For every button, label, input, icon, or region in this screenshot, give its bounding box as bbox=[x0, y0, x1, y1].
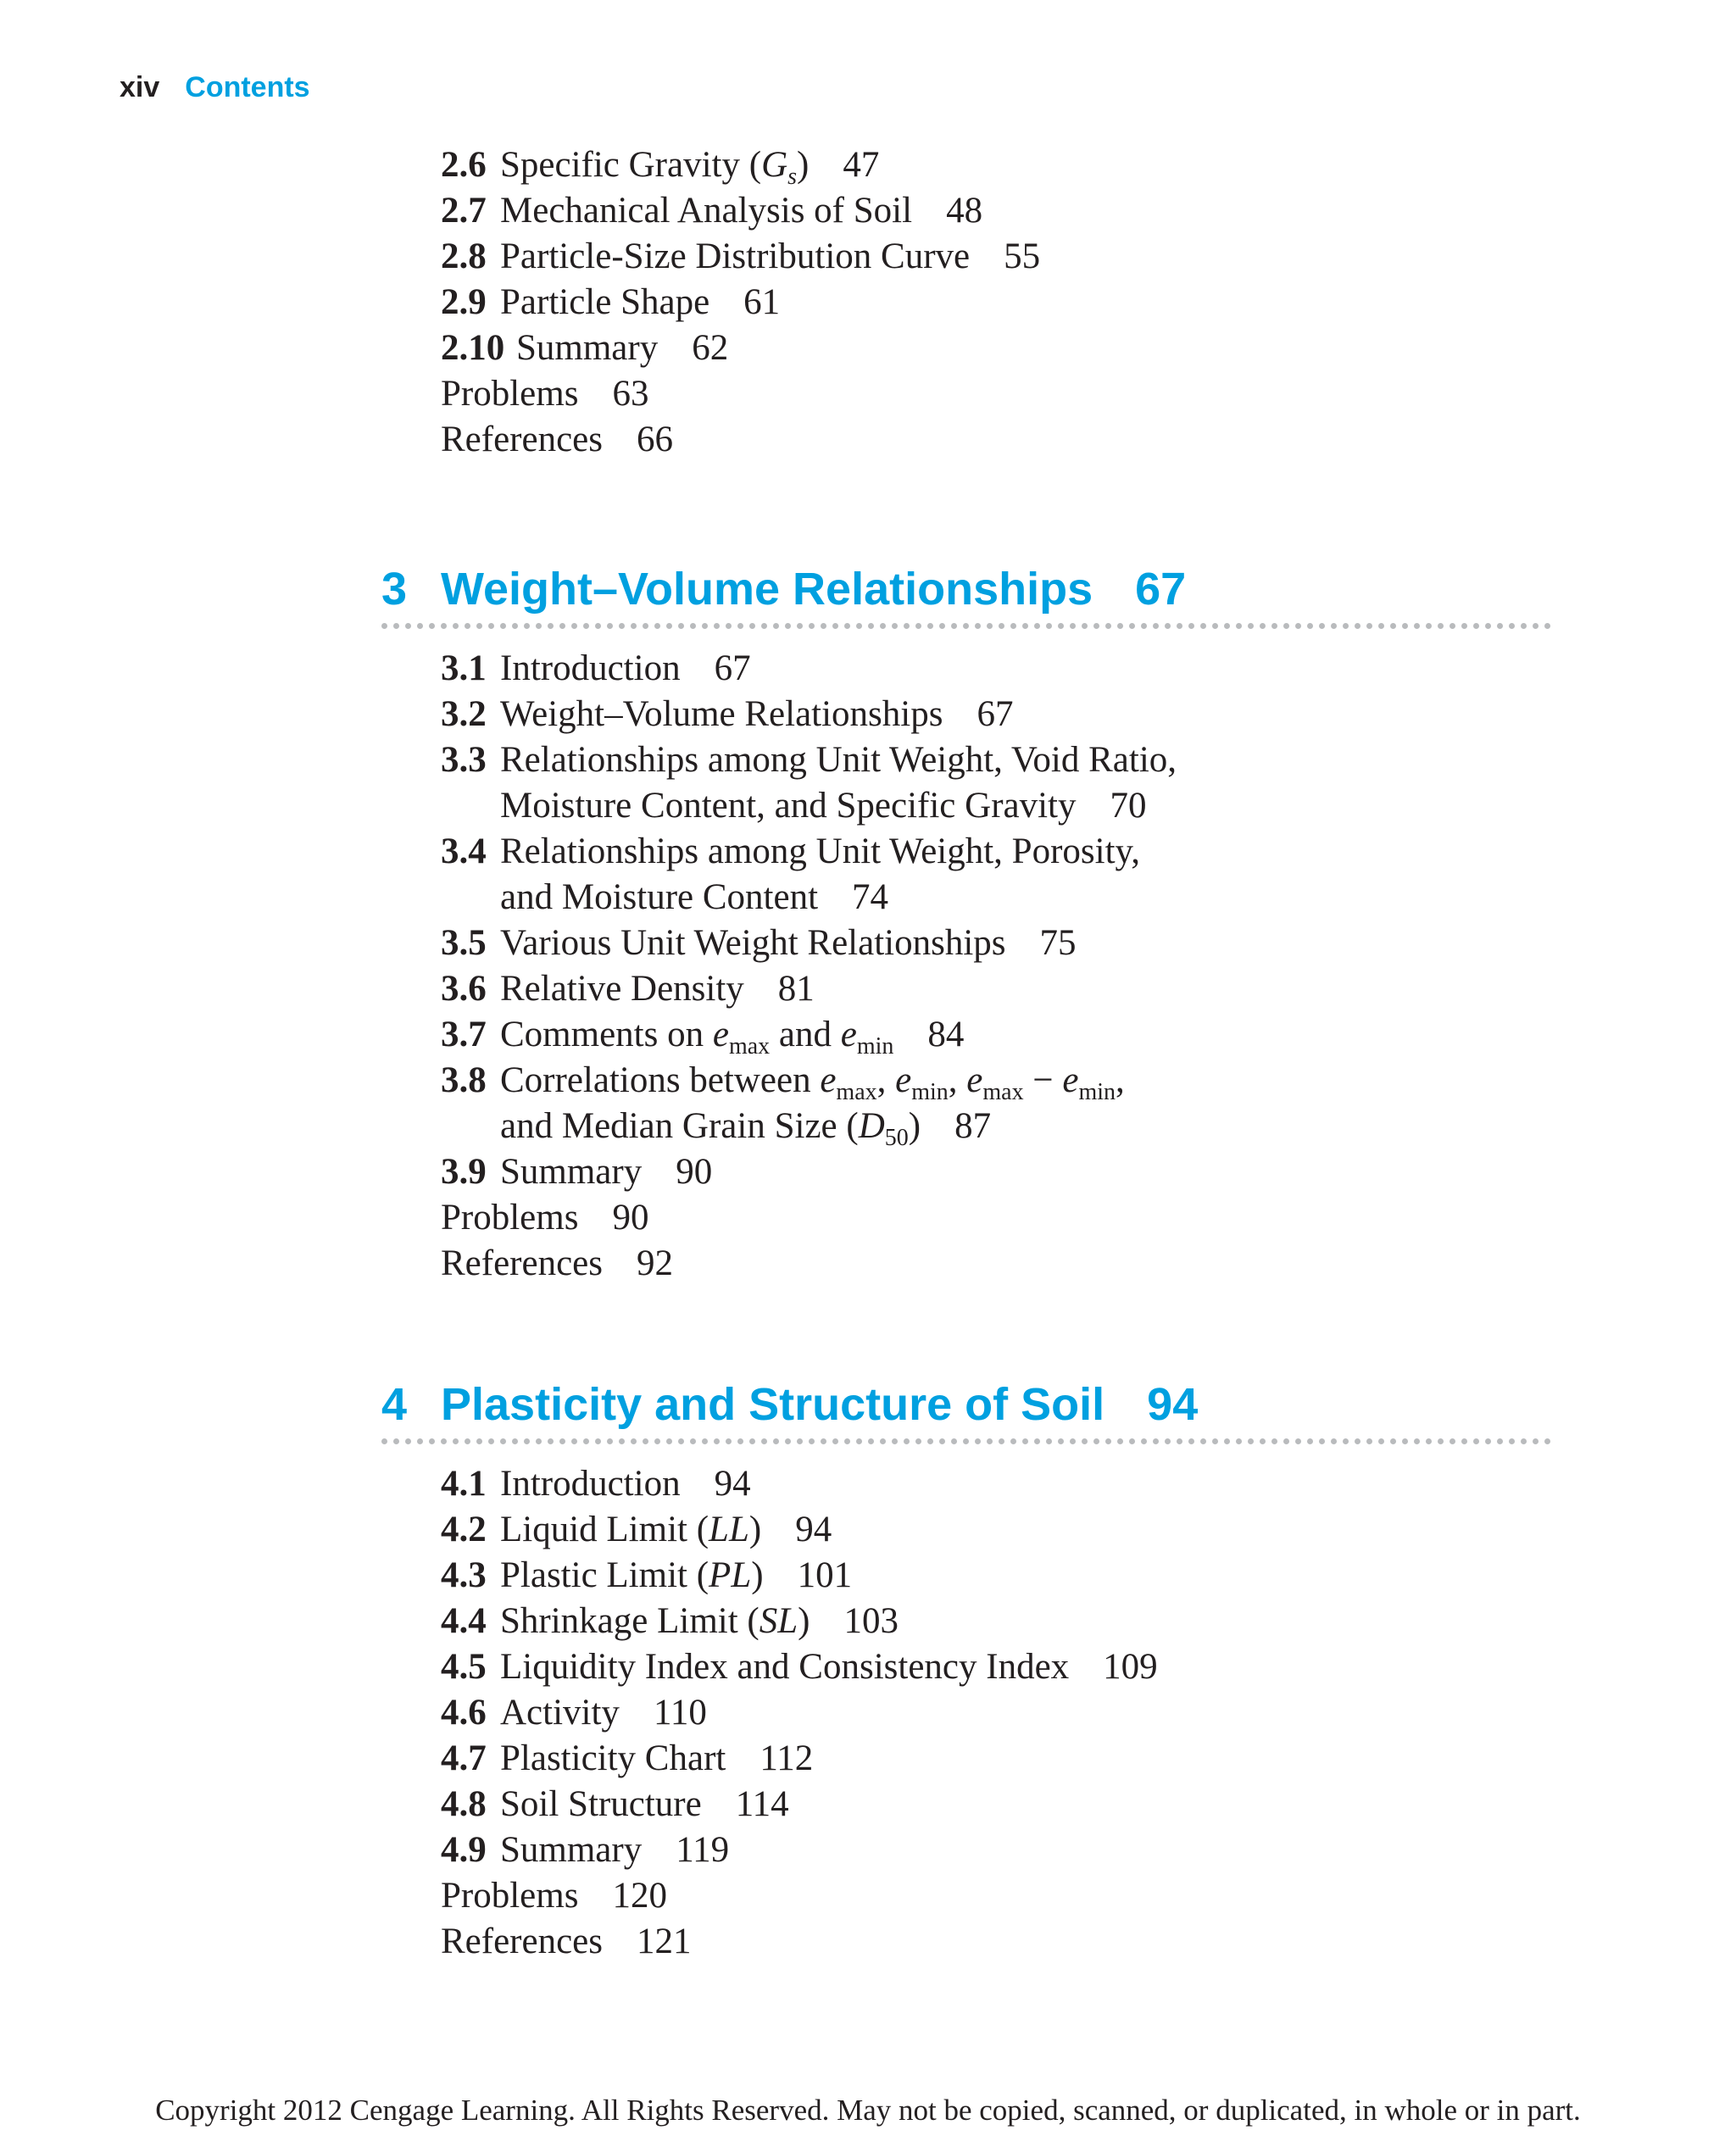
page-ref: 94 bbox=[714, 1464, 751, 1504]
page-ref: 63 bbox=[612, 374, 649, 414]
page-ref: 61 bbox=[743, 282, 781, 322]
page-ref: 67 bbox=[714, 648, 751, 688]
page-ref: 66 bbox=[636, 420, 673, 459]
page-ref: 74 bbox=[852, 877, 889, 917]
page-ref: 103 bbox=[843, 1601, 899, 1641]
dotted-divider bbox=[381, 1438, 1551, 1444]
page-ref: 114 bbox=[735, 1784, 789, 1824]
chapter-page: 94 bbox=[1147, 1379, 1199, 1430]
chapter-3-heading[interactable] bbox=[381, 563, 1551, 615]
page-ref: 101 bbox=[797, 1555, 853, 1595]
chapter-title: Weight–Volume Relationships bbox=[441, 564, 1093, 615]
page-ref: 112 bbox=[760, 1738, 814, 1778]
page-ref: 55 bbox=[1004, 236, 1041, 276]
page-ref: 121 bbox=[636, 1922, 692, 1961]
page-ref: 119 bbox=[676, 1830, 730, 1870]
running-head-section: Contents bbox=[185, 71, 310, 103]
page-ref: 81 bbox=[777, 969, 815, 1009]
chapter-4-heading[interactable] bbox=[381, 1378, 1551, 1431]
chapter-number: 3 bbox=[381, 564, 408, 615]
page-ref: 90 bbox=[612, 1198, 649, 1238]
page-ref: 62 bbox=[692, 328, 729, 368]
page-number: xiv bbox=[120, 71, 160, 103]
dotted-divider bbox=[381, 623, 1551, 629]
page-ref: 75 bbox=[1039, 923, 1077, 963]
running-head bbox=[120, 71, 310, 104]
page-ref: 110 bbox=[653, 1693, 707, 1733]
copyright-footer: Copyright 2012 Cengage Learning. All Rights Reserved. May not be copied, scanned, or duplicated, in whole or in part. bbox=[155, 2094, 1581, 2127]
page-ref: 70 bbox=[1110, 786, 1147, 826]
page-ref: 94 bbox=[795, 1510, 832, 1549]
page-ref: 92 bbox=[636, 1243, 673, 1283]
page-ref: 84 bbox=[927, 1015, 965, 1054]
page-ref: 48 bbox=[946, 191, 983, 231]
page-ref: 87 bbox=[954, 1106, 992, 1146]
page-ref: 67 bbox=[976, 694, 1014, 734]
chapter-page: 67 bbox=[1135, 564, 1187, 615]
page-ref: 109 bbox=[1103, 1647, 1158, 1687]
page-ref: 90 bbox=[676, 1152, 713, 1192]
page-ref: 47 bbox=[843, 145, 880, 185]
page-ref: 120 bbox=[612, 1876, 667, 1916]
chapter-number: 4 bbox=[381, 1379, 408, 1430]
chapter-title: Plasticity and Structure of Soil bbox=[441, 1379, 1105, 1430]
